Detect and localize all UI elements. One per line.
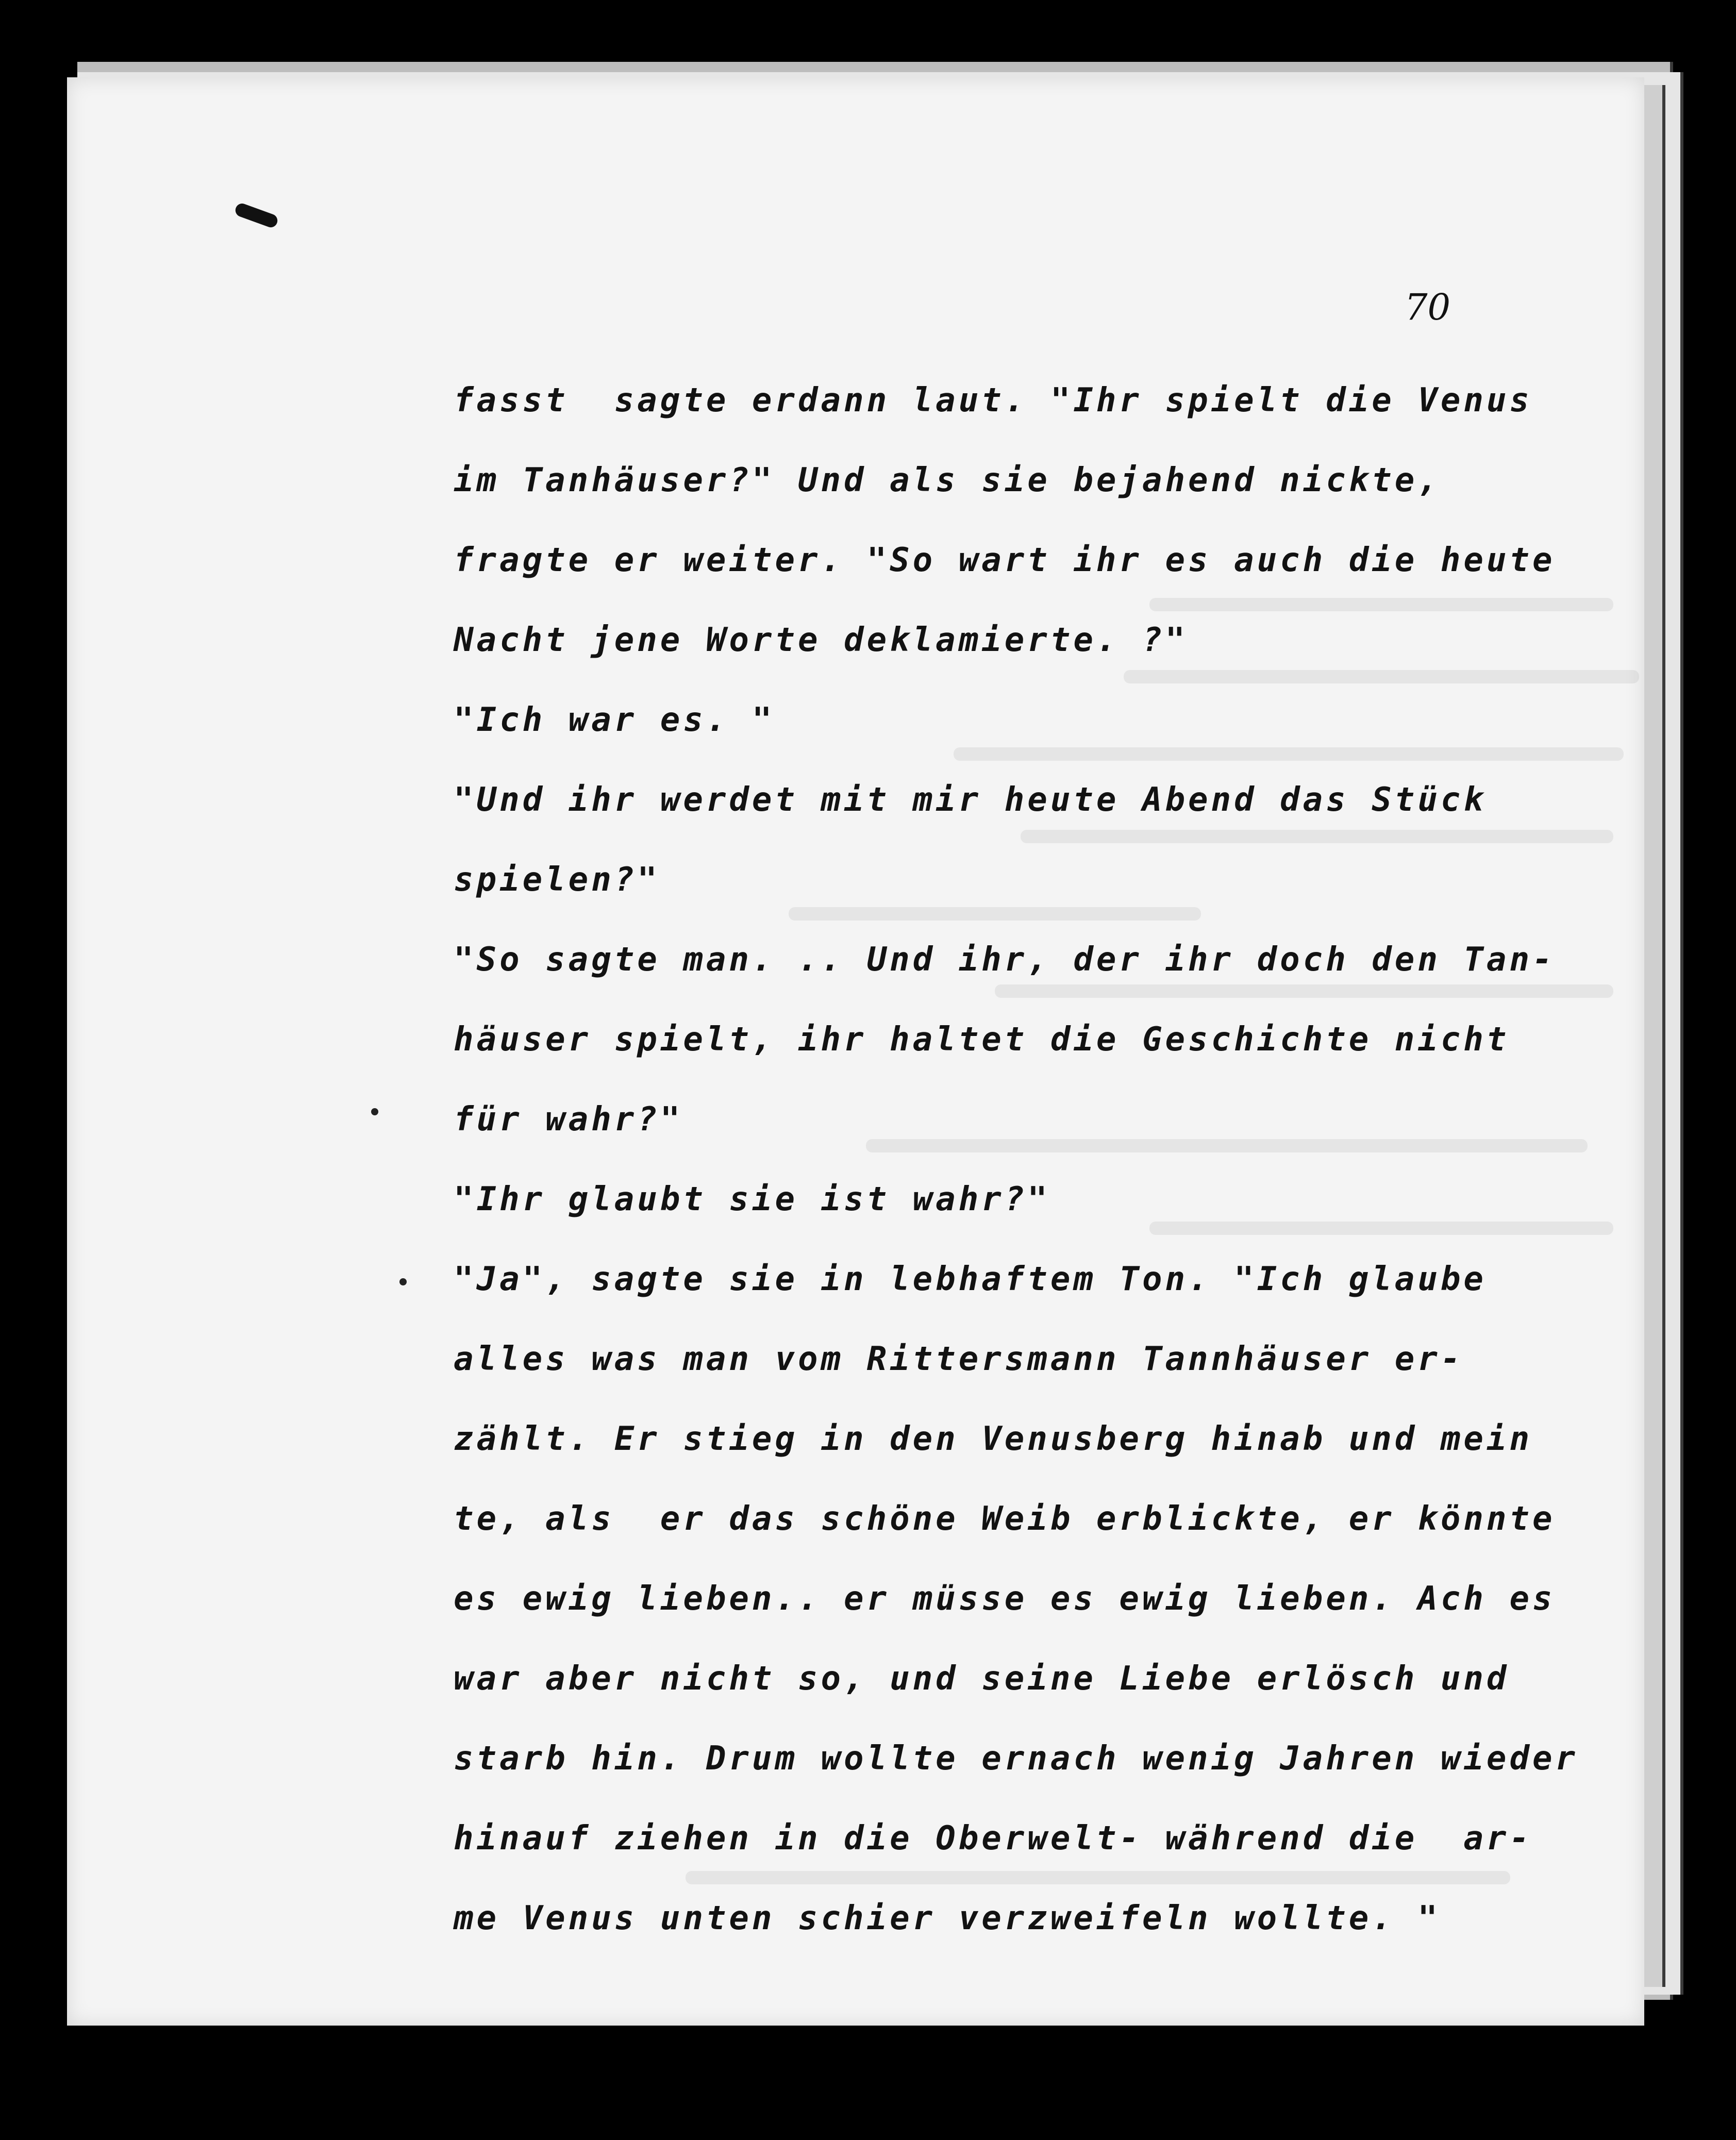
text-line: war aber nicht so, und seine Liebe erlösch und — [454, 1660, 1510, 1698]
text-line: spielen?" — [454, 861, 660, 899]
text-line: me Venus unten schier verzweifeln wollte. " — [454, 1899, 1441, 1937]
text-line: im Tanhäuser?" Und als sie bejahend nickte, — [454, 461, 1441, 499]
text-line: für wahr?" — [454, 1100, 683, 1139]
ink-speck — [399, 1278, 407, 1285]
text-line: häuser spielt, ihr haltet die Geschichte nicht — [454, 1021, 1510, 1059]
text-line: es ewig lieben.. er müsse es ewig lieben. Ach es — [454, 1580, 1556, 1618]
text-line: "So sagte man. .. Und ihr, der ihr doch den Tan- — [454, 941, 1556, 979]
text-line: starb hin. Drum wollte ernach wenig Jahren wieder — [454, 1740, 1579, 1778]
ink-speck — [371, 1108, 378, 1115]
text-line: "Und ihr werdet mit mir heute Abend das Stück — [454, 781, 1487, 819]
page-number: 70 — [1405, 286, 1451, 328]
text-line: hinauf ziehen in die Oberwelt- während die ar- — [454, 1819, 1532, 1858]
text-line: fragte er weiter. "So wart ihr es auch die heute — [454, 541, 1556, 579]
text-line: te, als er das schöne Weib erblickte, er könnte — [454, 1500, 1556, 1538]
text-line: "Ich war es. " — [454, 701, 775, 739]
text-line: alles was man vom Rittersmann Tannhäuser er- — [454, 1340, 1464, 1378]
text-line: Nacht jene Worte deklamierte. ?" — [454, 621, 1188, 659]
text-line: "Ja", sagte sie in lebhaftem Ton. "Ich glaube — [454, 1260, 1487, 1298]
typescript-body — [454, 361, 1639, 1959]
text-line: "Ihr glaubt sie ist wahr?" — [454, 1180, 1050, 1218]
text-line: fasst sagte erdann laut. "Ihr spielt die Venus — [454, 381, 1532, 420]
text-line: zählt. Er stieg in den Venusberg hinab und mein — [454, 1420, 1532, 1458]
